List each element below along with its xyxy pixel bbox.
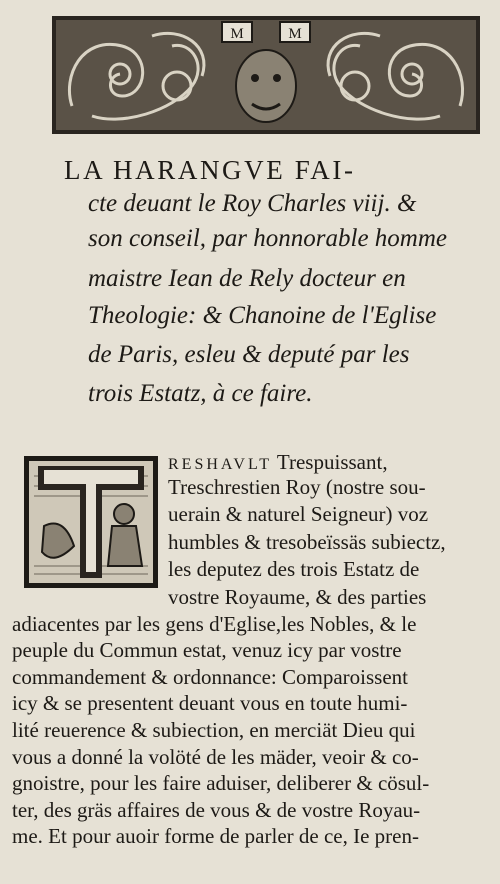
- body-line: lité reuerence & subiection, en merciät Dieu qui: [12, 718, 416, 742]
- body-line: humbles & tresobeïssäs subiectz,: [168, 530, 446, 554]
- body-line: icy & se presentent deuant vous en toute humi-: [12, 691, 408, 715]
- monogram-left: M: [230, 26, 244, 42]
- body-line: adiacentes par les gens d'Eglise,les Nobles, & le: [12, 612, 417, 636]
- body-line: peuple du Commun estat, venuz icy par vostre: [12, 638, 402, 662]
- title-line: trois Estatz, à ce faire.: [88, 380, 313, 407]
- ornamental-headpiece: [52, 16, 480, 134]
- body-line: vous a donné la volöté de les mäder, veoir & co-: [12, 745, 419, 769]
- body-line: uerain & naturel Seigneur) voz: [168, 502, 429, 526]
- body-line: gnoistre, pour les faire aduiser, deliberer & cösul-: [12, 771, 430, 795]
- decorated-initial-t: [24, 456, 158, 588]
- title-line: cte deuant le Roy Charles viij. &: [88, 190, 417, 217]
- first-line-rest: Trespuissant,: [276, 450, 388, 474]
- body-line: ter, des gräs affaires de vous & de vostre Royau-: [12, 798, 421, 822]
- opening-smallcaps: RESHAVLT: [168, 456, 273, 473]
- body-line: me. Et pour auoir forme de parler de ce, Ie pren-: [12, 824, 419, 848]
- title-line: de Paris, esleu & deputé par les: [88, 341, 410, 368]
- title-first-line: LA HARANGVE FAI-: [64, 155, 356, 185]
- body-line: les deputez des trois Estatz de: [168, 557, 420, 581]
- body-first-line: [168, 450, 388, 475]
- body-line: Treschrestien Roy (nostre sou-: [168, 475, 426, 499]
- title-line: son conseil, par honnorable homme: [88, 225, 447, 252]
- title-line: maistre Iean de Rely docteur en: [88, 265, 406, 292]
- body-line: commandement & ordonnance: Comparoissent: [12, 665, 408, 689]
- title-line: Theologie: & Chanoine de l'Eglise: [88, 302, 437, 329]
- monogram-right: M: [288, 26, 302, 42]
- body-line: vostre Royaume, & des parties: [168, 585, 427, 609]
